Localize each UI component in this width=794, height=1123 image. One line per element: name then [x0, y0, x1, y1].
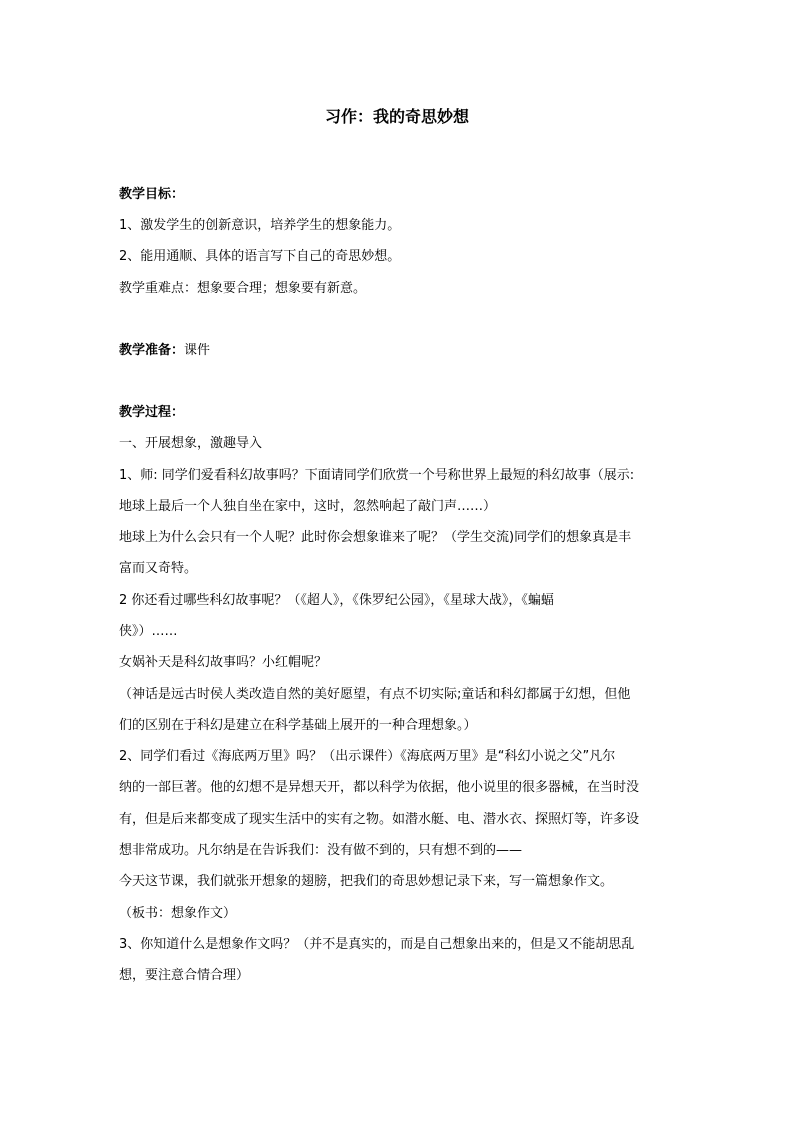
- process-line: 2、同学们看过《海底两万里》吗？（出示课件）《海底两万里》是“科幻小说之父”凡尔: [119, 749, 616, 764]
- process-line: 想，要注意合情合理）: [119, 968, 250, 983]
- process-line: （板书：想象作文）: [119, 906, 237, 921]
- goals-heading: 教学目标：: [119, 187, 185, 202]
- process-line: 有，但是后来都变成了现实生活中的实有之物。如潜水艇、电、潜水衣、探照灯等，许多设: [119, 812, 640, 827]
- document-title: 习作：我的奇思妙想: [324, 107, 469, 126]
- process-line: 一、开展想象，激趣导入: [119, 436, 263, 451]
- process-line: 富而又奇特。: [119, 561, 198, 576]
- process-line: 地球上最后一个人独自坐在家中，这时，忽然响起了敲门声……）: [119, 499, 497, 514]
- process-line: 想非常成功。凡尔纳是在告诉我们：没有做不到的，只有想不到的——: [119, 843, 523, 858]
- preparation-line: [119, 336, 679, 366]
- process-line: 纳的一部巨著。他的幻想不是异想天开，都以科学为依据，他小说里的很多器械，在当时没: [119, 780, 640, 795]
- process-line: 今天这节课，我们就张开想象的翅膀，把我们的奇思妙想记录下来，写一篇想象作文。: [119, 874, 614, 889]
- goal-item-2: 2、能用通顺、具体的语言写下自己的奇思妙想。: [119, 249, 401, 264]
- process-line: 女娲补天是科幻故事吗？小红帽呢？: [119, 655, 328, 670]
- goal-item-1: 1、激发学生的创新意识，培养学生的想象能力。: [119, 218, 401, 233]
- preparation-text: 课件: [184, 343, 211, 358]
- key-difficulty: 教学重难点：想象要合理；想象要有新意。: [119, 281, 367, 296]
- process-line: 们的区别在于科幻是建立在科学基础上展开的一种合理想象。）: [119, 718, 477, 733]
- process-line: 3、你知道什么是想象作文吗？（并不是真实的，而是自己想象出来的，但是又不能胡思乱: [119, 937, 635, 952]
- process-line: 侠》）……: [119, 624, 178, 639]
- process-line: （神话是远古时侯人类改造自然的美好愿望，有点不切实际;童话和科幻都属于幻想，但他: [119, 687, 631, 702]
- process-line: 2 你还看过哪些科幻故事呢？（《超人》，《侏罗纪公园》，《星球大战》，《蝙蝠: [119, 593, 554, 608]
- process-line: 1、师: 同学们爱看科幻故事吗？下面请同学们欣赏一个号称世界上最短的科幻故事（展示:: [119, 468, 635, 483]
- process-line: 地球上为什么会只有一个人呢？此时你会想象谁来了呢？（学生交流)同学们的想象真是丰: [119, 530, 632, 545]
- process-heading: 教学过程：: [119, 405, 185, 420]
- preparation-heading: 教学准备：: [119, 343, 185, 358]
